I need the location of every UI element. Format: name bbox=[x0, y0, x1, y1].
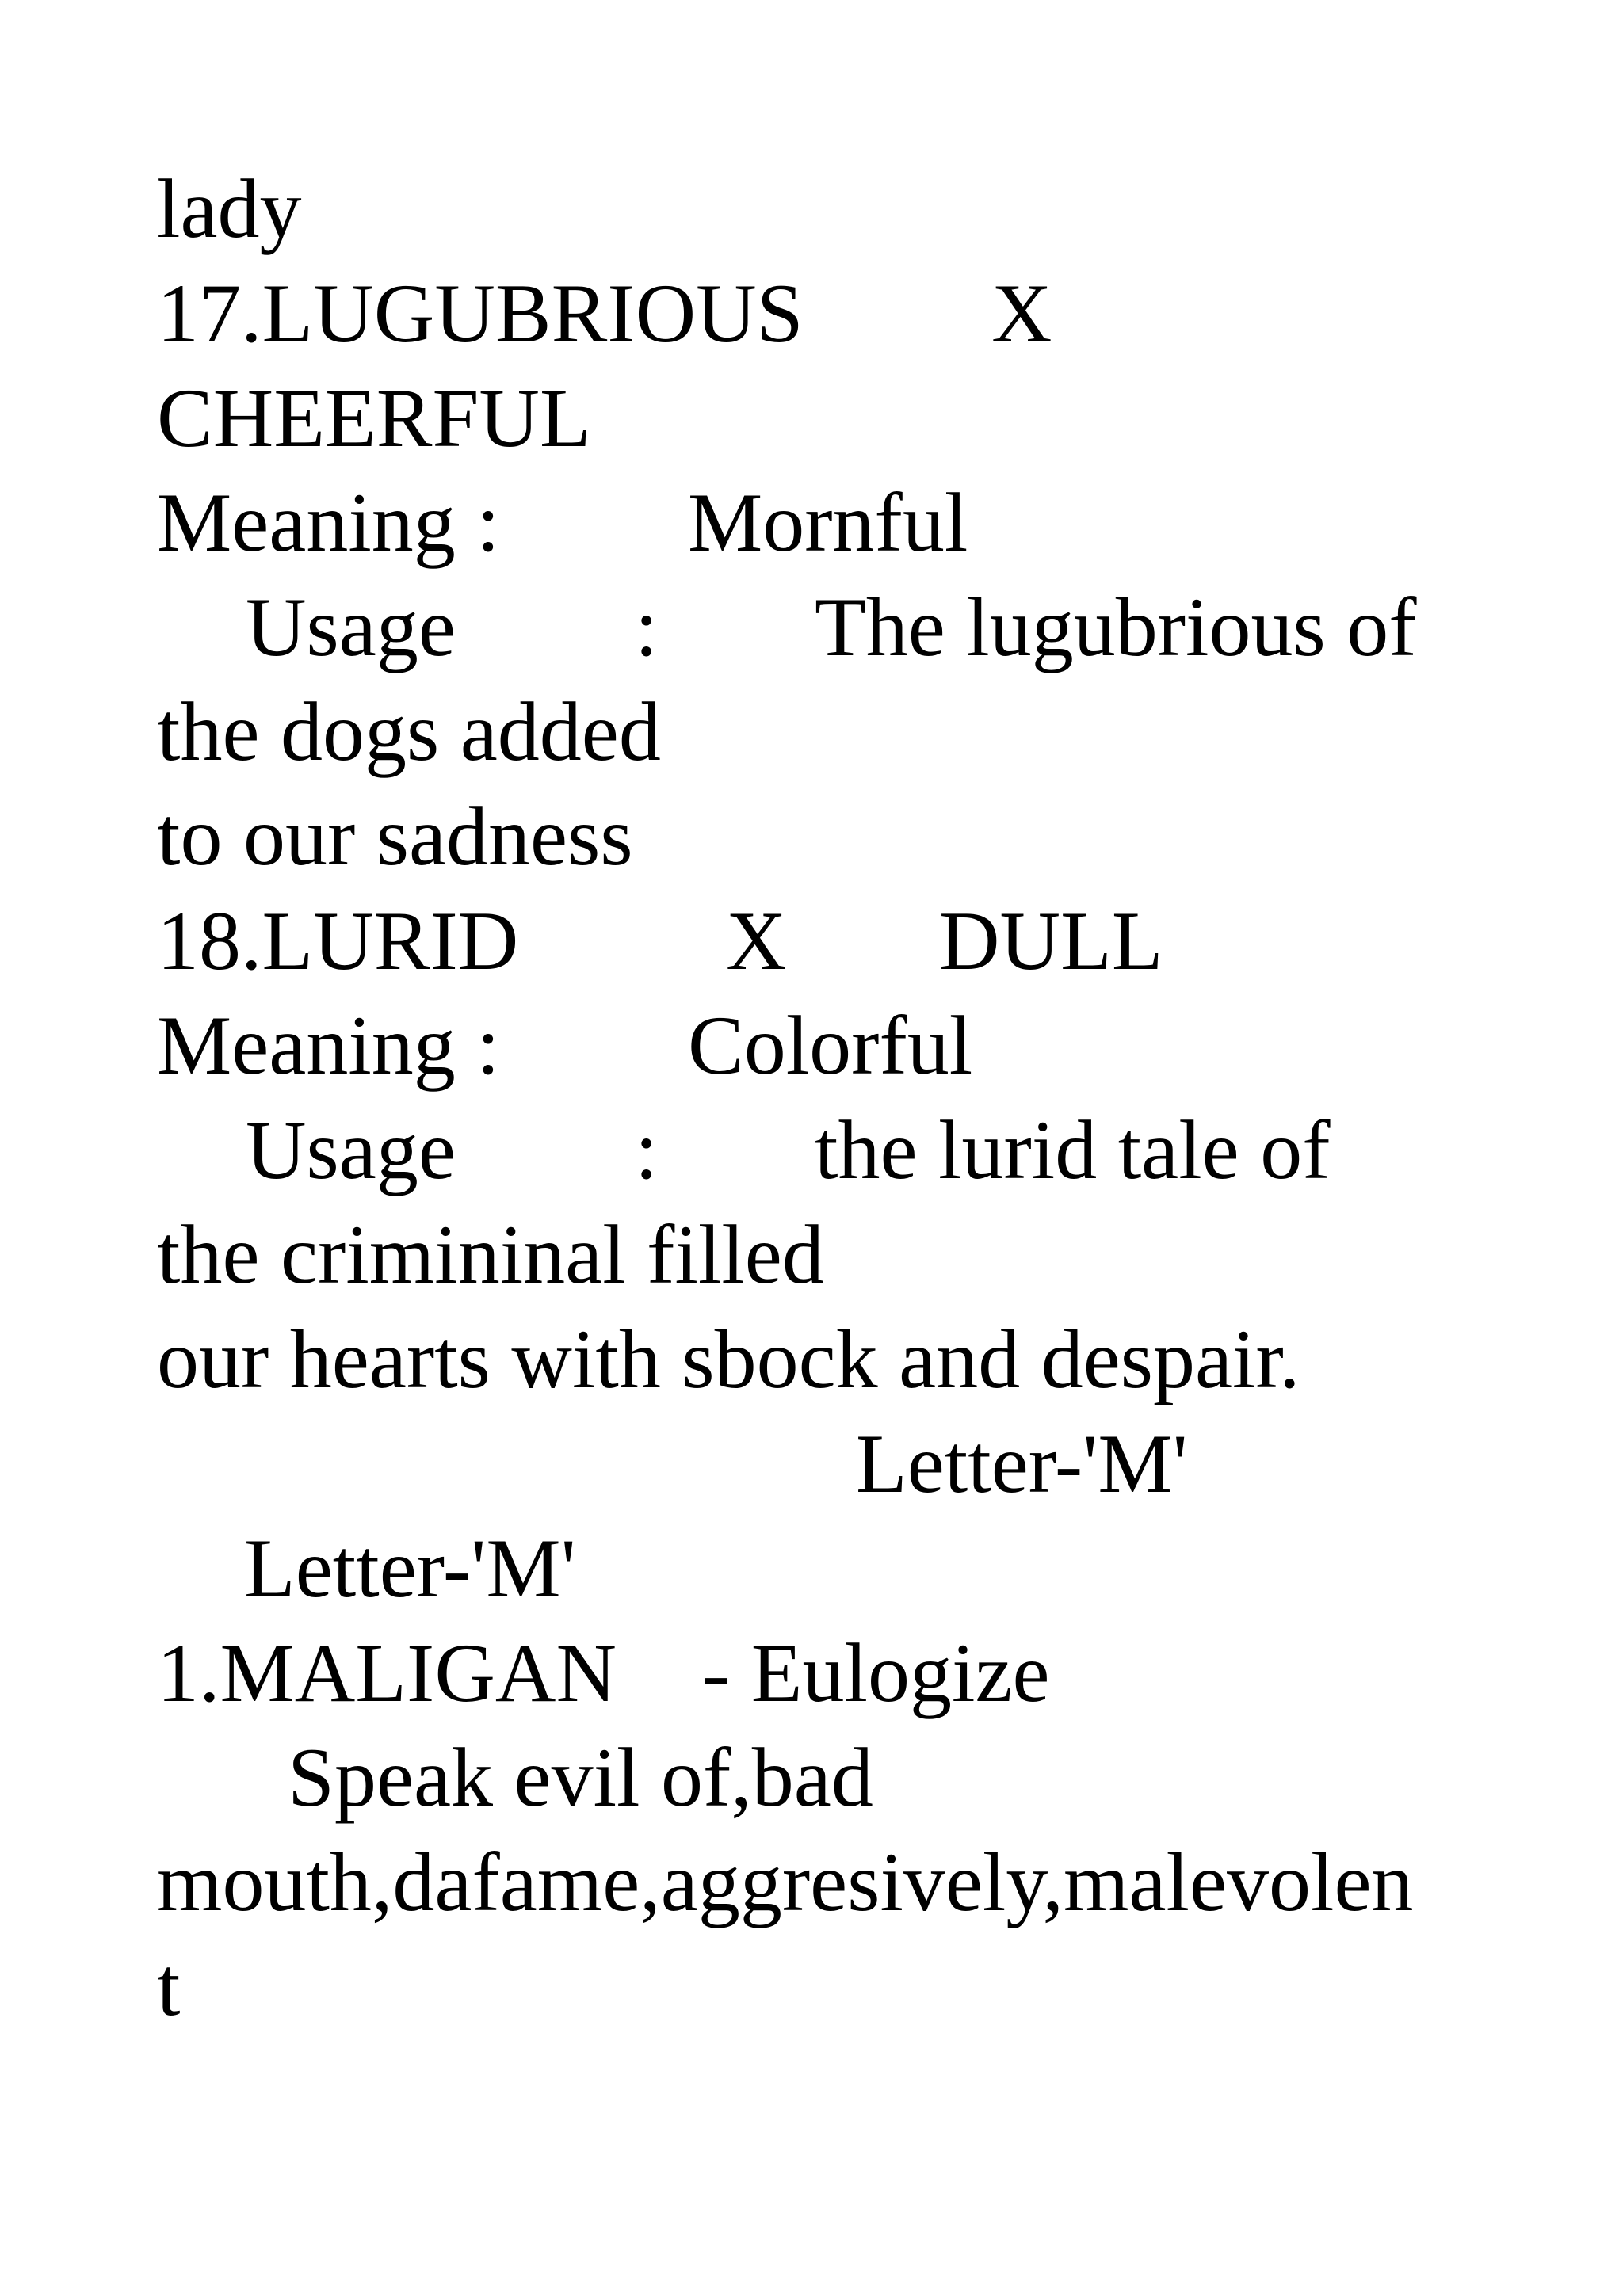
entry-17-usage bbox=[157, 575, 1417, 680]
entry-term: 1.MALIGAN bbox=[157, 1627, 617, 1719]
usage-colon: : bbox=[635, 1104, 659, 1196]
entry-18-usage-cont-1 bbox=[157, 1203, 824, 1307]
meaning-value: Colorful bbox=[688, 999, 973, 1092]
meaning-value: Mornful bbox=[688, 476, 968, 569]
entry-18-usage-cont-2 bbox=[157, 1307, 1300, 1412]
entry-m1-header bbox=[157, 1621, 1050, 1726]
usage-value: the lurid tale of bbox=[815, 1104, 1331, 1196]
line-text: to our sadness bbox=[157, 790, 633, 883]
line-text: t bbox=[157, 1940, 181, 2033]
entry-17-antonym bbox=[157, 366, 591, 471]
text-line-lady bbox=[157, 157, 302, 261]
entry-term: 18.LURID bbox=[157, 894, 519, 987]
antonym-separator: X bbox=[991, 267, 1052, 360]
line-text: the dogs added bbox=[157, 685, 661, 778]
entry-18-usage bbox=[157, 1098, 1331, 1203]
entry-17-usage-cont-1 bbox=[157, 680, 661, 784]
entry-antonym: - Eulogize bbox=[702, 1627, 1050, 1719]
letter-subheading-text: Letter-'M' bbox=[244, 1522, 576, 1615]
line-text: mouth,dafame,aggresively,malevolen bbox=[157, 1836, 1414, 1928]
entry-18-header bbox=[157, 889, 1163, 994]
meaning-label: Meaning : bbox=[157, 476, 500, 569]
usage-value: The lugubrious of bbox=[815, 581, 1417, 673]
entry-m1-definition-cont-1 bbox=[157, 1830, 1414, 1935]
entry-17-usage-cont-2 bbox=[157, 784, 633, 889]
entry-18-meaning bbox=[157, 994, 973, 1098]
line-text: our hearts with sbock and despair. bbox=[157, 1313, 1300, 1405]
line-text: Speak evil of,bad bbox=[288, 1731, 873, 1824]
entry-m1-definition bbox=[157, 1726, 873, 1830]
line-text: CHEERFUL bbox=[157, 372, 591, 464]
entry-17-meaning bbox=[157, 471, 968, 575]
meaning-label: Meaning : bbox=[157, 999, 500, 1092]
entry-m1-definition-cont-2 bbox=[157, 1935, 241, 2039]
line-text: the crimininal filled bbox=[157, 1208, 824, 1301]
usage-colon: : bbox=[635, 581, 659, 673]
entry-term: 17.LUGUBRIOUS bbox=[157, 267, 804, 360]
line-text: lady bbox=[157, 162, 302, 255]
antonym-separator: X bbox=[726, 894, 787, 987]
entry-17-header bbox=[157, 261, 1052, 366]
letter-subheading bbox=[157, 1516, 576, 1621]
letter-heading-text: Letter-'M' bbox=[856, 1417, 1188, 1510]
letter-heading bbox=[157, 1412, 1188, 1516]
usage-label: Usage bbox=[246, 581, 456, 673]
antonym-word: DULL bbox=[939, 894, 1163, 987]
usage-label: Usage bbox=[246, 1104, 456, 1196]
